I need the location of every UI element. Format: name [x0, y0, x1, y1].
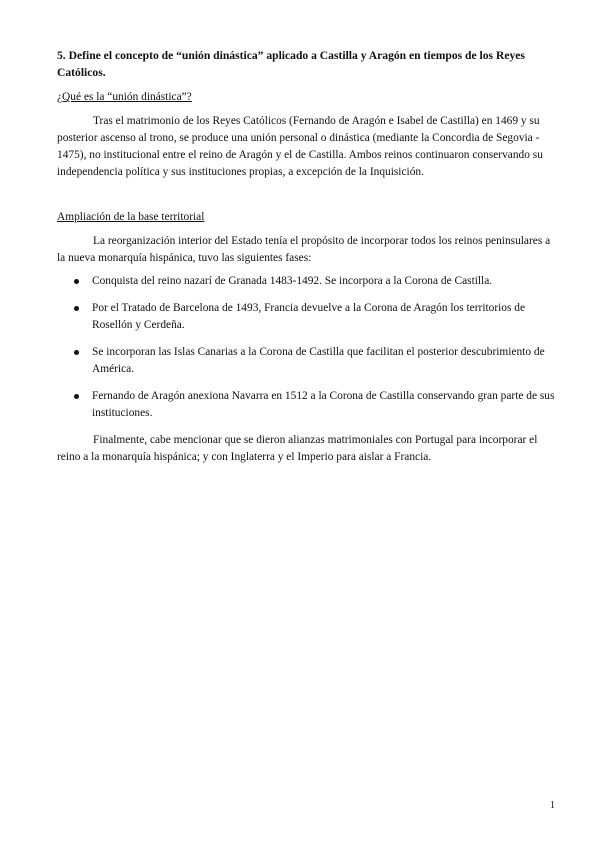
bullet-icon — [74, 279, 79, 284]
document-body — [57, 47, 557, 466]
page-number: 1 — [550, 800, 555, 811]
closing-paragraph: Finalmente, cabe mencionar que se dieron alianzas matrimoniales con Portugal para incorporar el reino a la monarquía hispánica; y con Inglaterra y el Imperio para aislar a Francia. — [57, 434, 538, 463]
list-item — [57, 344, 557, 378]
section-intro-ampliacion: La reorganización interior del Estado tenía el propósito de incorporar todos los reinos peninsulares a la nueva monarquía hispánica, tuvo las siguientes fases: — [57, 235, 551, 264]
list-item — [57, 388, 557, 422]
question-heading: 5. Define el concepto de “unión dinástica” aplicado a Castilla y Aragón en tiempos de los Reyes Católicos. — [57, 49, 525, 79]
list-item — [57, 300, 557, 334]
list-item-text: Se incorporan las Islas Canarias a la Corona de Castilla que facilitan el posterior descubrimiento de América. — [92, 346, 545, 375]
section-title-ampliacion: Ampliación de la base territorial — [57, 211, 205, 223]
bullet-icon — [74, 350, 79, 355]
bullet-icon — [74, 394, 79, 399]
list-item-text: Por el Tratado de Barcelona de 1493, Francia devuelve a la Corona de Aragón los territorios de Rosellón y Cerdeña. — [92, 302, 526, 331]
list-item-text: Fernando de Aragón anexiona Navarra en 1512 a la Corona de Castilla conservando gran parte de sus instituciones. — [92, 390, 555, 419]
section-paragraph-union-dinastica: Tras el matrimonio de los Reyes Católicos (Fernando de Aragón e Isabel de Castilla) en 1469 y su posterior ascenso al trono, se produce una unión personal o dinástica (mediante la Concordia de Segovia - 1475), no institucional entre el reino de Aragón y el de Castilla. Ambos reinos continuaron conservando su independencia política y sus instituciones propias, a excepción de la Inquisición. — [57, 115, 543, 178]
phases-list — [57, 273, 557, 422]
bullet-icon — [74, 306, 79, 311]
section-title-union-dinastica: ¿Qué es la “unión dinástica”? — [57, 91, 192, 103]
list-item — [57, 273, 557, 290]
list-item-text: Conquista del reino nazarí de Granada 1483-1492. Se incorpora a la Corona de Castilla. — [92, 275, 493, 287]
